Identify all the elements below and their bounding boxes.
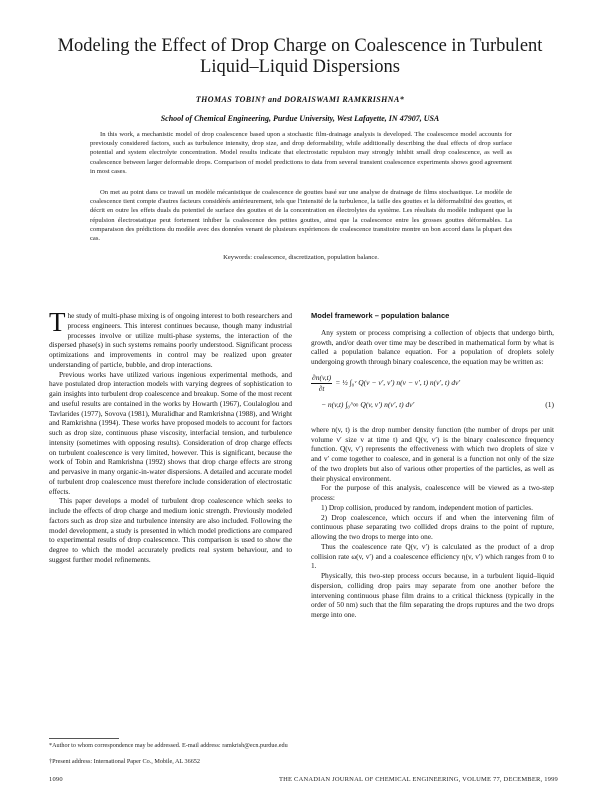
footnote-1: *Author to whom correspondence may be addressed. E-mail address: ramkrish@ecn.purdue.edu (49, 742, 288, 749)
author-line: THOMAS TOBIN† and DORAISWAMI RAMKRISHNA* (195, 95, 405, 104)
section-heading: Model framework – population balance (311, 311, 450, 320)
drop-cap: T (49, 307, 66, 337)
abstract-french: On met au point dans ce travail un modèle mécanistique de coalescence de gouttes basé sur une analyse de drainage de films stochastique. Le modèle de coalescence tient compte d'autres facteurs considérés antérieurement, tels que l'intensité de la turbulence, la taille des gouttes et la déformabilité des gouttes, et décrit en outre les effets duals du potentiel de surface des gouttes et de la concentration en électrolytes du système. Les résultats du modèle indiquent que la répulsion électrostatique peut fortement inhiber la coalescence des petites gouttes, ainsi que la coalescence entre les grosses gouttes déformables. La comparaison des prédictions du modèle avec des données venant de plusieurs expériences de coalescence transitoire montre un bon accord dans la plupart des cas. (90, 189, 512, 243)
left-column (49, 307, 292, 565)
intro-paragraph-3: This paper develops a model of turbulent drop coalescence which seeks to include the effects of drop charge and medium ionic strength. Previously modeled factors such as drop size and turbulence intensity are also included. Following the model development, a study is presented in which model predictions are compared to experimental results of drop coalescence. This comparison is used to show the degree to which the model accurately predicts real system behaviour, and to suggest further model refinements. (49, 496, 292, 564)
paper-title: Modeling the Effect of Drop Charge on Coalescence in Turbulent Liquid–Liquid Dispersions (57, 36, 543, 77)
journal-footer: THE CANADIAN JOURNAL OF CHEMICAL ENGINEERING, VOLUME 77, DECEMBER, 1999 (278, 776, 558, 783)
model-paragraph-1: Any system or process comprising a collection of objects that undergo birth, growth, and/or death over time may be described in mathematical form by what is called a population balance equation. For a population of droplets solely undergoing growth through binary coalescence, the equation may be written as: (311, 327, 554, 366)
equation-line-1 (311, 373, 460, 394)
keywords: Keywords: coalescence, discretization, population balance. (223, 254, 379, 261)
intro-paragraph-1-text: he study of multi-phase mixing is of ongoing interest to both researchers and process engineers. This interest continues because, though many industrial processes involve or utilize multi-phase systems, the interaction of the dispersed phase(s) in such systems remains poorly understood. Significant process optimizations and improvements in control may be realized upon greater understanding of particle, bubble, and drop interactions. (49, 311, 292, 369)
equation-number: (1) (545, 399, 554, 409)
page-number: 1090 (49, 776, 63, 783)
equation-fraction (311, 373, 332, 394)
model-paragraph-2: where n(v, t) is the drop number density function (the number of drops per unit volume v′ size v at time t) and Q(v, v′) is the binary coalescence frequency function. Q(v, v′) represents the effectiveness with which two droplets of size v and v′ come together to coalesce, and in general is a function not only of the size of the two droplets but also of various other properties of the particles, as well as their physical environment. (311, 424, 554, 483)
right-column (311, 311, 554, 620)
model-paragraph-4: Thus the coalescence rate Q(v, v′) is calculated as the product of a drop collision rate ω(v, v′) and a coalescence efficiency η(v, v′) which ranges from 0 to 1. (311, 541, 554, 571)
list-item-2: 2) Drop coalescence, which occurs if and when the intervening film of continuous phase separating two collided drops drains to the point of rupture, allowing the two drops to merge into one. (311, 512, 554, 541)
equation-line-2: − n(v,t) ∫₀^∞ Q(v, v′) n(v′, t) dv′ (321, 399, 415, 409)
fraction-numerator: ∂n(v,t) (312, 372, 332, 382)
intro-paragraph-1 (49, 307, 292, 370)
footnote-rule (49, 738, 119, 739)
equation-rhs-1: = ½ ∫₀ᵛ Q(v − v′, v′) n(v − v′, t) n(v′, t) dv′ (335, 377, 461, 387)
list-item-1: 1) Drop collision, produced by random, independent motion of particles. (321, 502, 533, 512)
abstract-english: In this work, a mechanistic model of drop coalescence based upon a stochastic film-drainage analysis is developed. The coalescence model accounts for previously considered factors, such as turbulence intensity, drop size, and drop deformability, while additionally describing the dual effects of drop surface potential and system electrolyte concentration. Model results indicate that electrostatic repulsion may strongly inhibit small drop coalescence, as well as coalescence between larger deformable drops. Comparison of model predictions to data from several transient coalescence experiments shows good agreement in most cases. (90, 131, 512, 175)
intro-paragraph-2: Previous works have utilized various ingenious experimental methods, and have postulated drop interaction models with varying degrees of sophistication to gain insights into turbulent drop coalescence and breakup. Some of the most recent and useful results are contained in the works by Howarth (1967), Coulaloglou and Tavlarides (1977), Sovova (1981), Muralidhar and Ramkrishna (1988), and Wright and Ramkrishna (1994). These works have proposed models to account for factors such as drop size, continuous phase viscosity, interfacial tension, and turbulence intensity (sometimes with opposing results). Consideration of drop charge effects on turbulent coalescence is very limited, however. This is significant, because the work of Tobin and Ramkrishna (1992) shows that drop charge effects are strong and pervasive in many organic-in-water dispersions. A detailed and accurate model of turbulent drop coalescence must therefore include consideration of electrostatic effects. (49, 369, 292, 496)
model-paragraph-3: For the purpose of this analysis, coalescence will be viewed as a two-step process: (311, 483, 554, 502)
model-paragraph-5: Physically, this two-step process occurs because, in a turbulent liquid–liquid dispersion, colliding drop pairs may separate from one another before the intervening continuous phase film drains to a critical thickness (typically in the order of 50 nm) such that the film separating the drops ruptures and the two drops merge into one. (311, 571, 554, 619)
equation-1 (311, 373, 554, 419)
affiliation: School of Chemical Engineering, Purdue University, West Lafayette, IN 47907, USA (160, 114, 440, 123)
fraction-denominator: ∂t (318, 383, 325, 393)
footnote-2: †Present address: International Paper Co., Mobile, AL 36652 (49, 758, 200, 765)
